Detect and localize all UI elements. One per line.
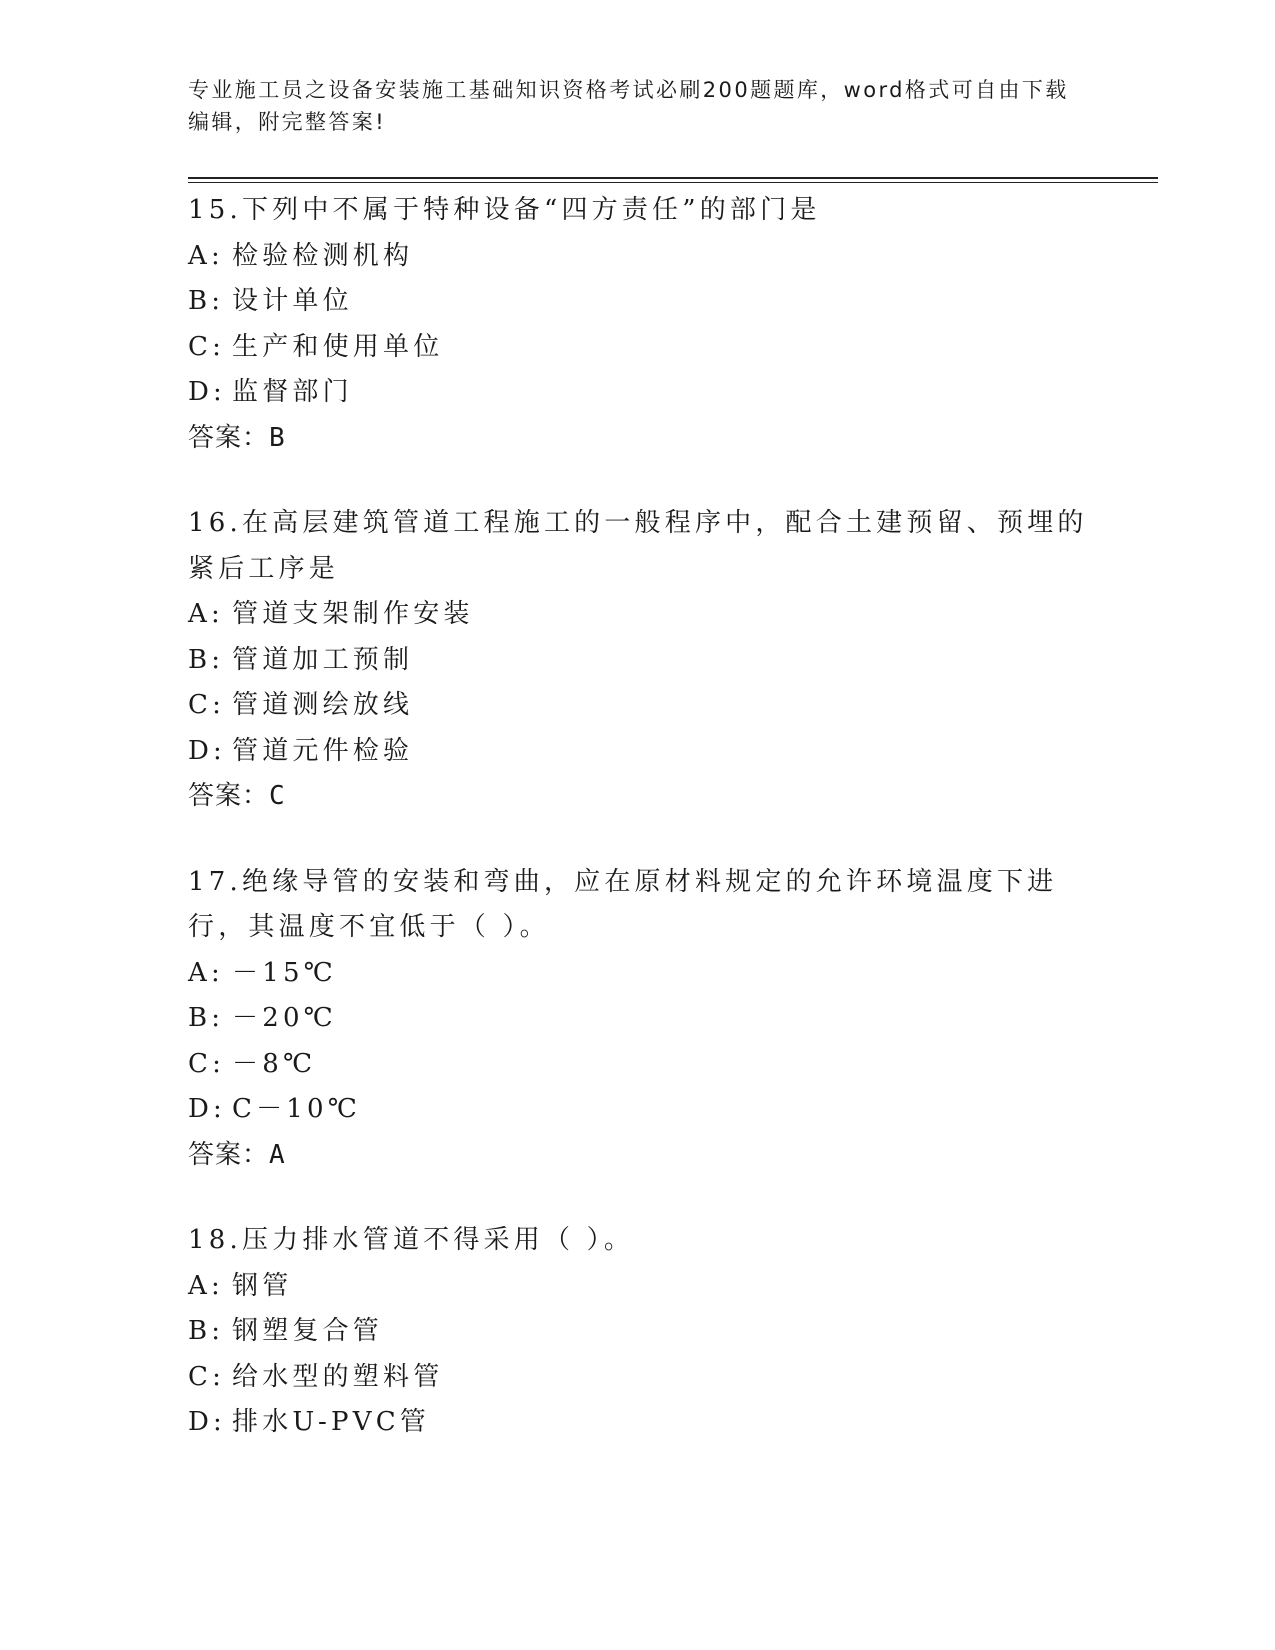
question-stem: 16.在高层建筑管道工程施工的一般程序中，配合土建预留、预埋的紧后工序是 [188,508,1088,584]
option-text: －20℃ [232,1003,337,1033]
option-key: D: [188,735,227,766]
option-key: A: [188,599,224,629]
option-b [188,279,1088,325]
header-divider-thick [188,177,1158,179]
option-text: 给水型的塑料管 [232,1361,444,1392]
option-text: 设计单位 [232,286,353,316]
option-key: C: [188,1048,226,1079]
option-key: C: [188,690,226,720]
option-text: －15℃ [232,957,337,988]
option-key: A: [188,957,224,988]
question-item [188,501,1088,820]
question-item [188,1218,1088,1446]
answer-value: A [269,1139,286,1170]
option-d [188,1400,1088,1446]
option-text: 管道加工预制 [232,644,414,675]
option-text: 管道支架制作安装 [232,599,474,629]
option-c [188,683,1088,729]
option-text: 钢塑复合管 [232,1316,384,1346]
option-key: C: [188,331,226,362]
option-key: B: [188,1316,225,1346]
question-list [188,188,1088,1486]
question-stem: 18.压力排水管道不得采用（ ）。 [188,1225,635,1255]
answer-line [188,416,1088,462]
question-stem: 17.绝缘导管的安装和弯曲，应在原材料规定的允许环境温度下进行，其温度不宜低于（ ）。 [188,866,1058,942]
option-d [188,729,1088,775]
option-c [188,325,1088,371]
option-a [188,592,1088,638]
option-b [188,996,1088,1042]
answer-label: 答案： [188,781,270,811]
answer-value: B [269,422,286,453]
question-item [188,860,1088,1179]
option-a [188,1264,1088,1310]
option-text: 排水U-PVC管 [232,1407,431,1437]
answer-line [188,1133,1088,1179]
option-key: D: [188,1407,227,1437]
option-text: 管道测绘放线 [232,690,414,720]
option-text: 检验检测机构 [232,240,414,271]
option-key: D: [188,1094,227,1124]
option-d [188,370,1088,416]
option-a [188,234,1088,280]
option-b [188,1309,1088,1355]
option-key: D: [188,377,227,407]
option-b [188,638,1088,684]
option-d [188,1087,1088,1133]
option-c [188,1355,1088,1401]
option-key: B: [188,1003,225,1033]
document-title: 专业施工员之设备安装施工基础知识资格考试必刷200题题库，word格式可自由下载编辑，附完整答案! [188,78,1069,134]
option-text: 钢管 [232,1270,293,1301]
option-key: A: [188,240,224,271]
header-divider-thin [188,182,1158,183]
question-item [188,188,1088,461]
answer-label: 答案： [188,1139,270,1170]
answer-line [188,774,1088,820]
option-text: 管道元件检验 [232,735,414,766]
option-a [188,951,1088,997]
option-key: C: [188,1361,226,1392]
option-key: B: [188,644,225,675]
answer-label: 答案： [188,422,270,453]
option-text: －8℃ [232,1048,317,1079]
option-text: 生产和使用单位 [232,331,444,362]
answer-value: C [269,781,286,811]
option-c [188,1042,1088,1088]
option-key: A: [188,1270,224,1301]
question-stem: 15.下列中不属于特种设备“四方责任”的部门是 [188,195,821,225]
option-text: C－10℃ [232,1094,362,1124]
option-key: B: [188,286,225,316]
option-text: 监督部门 [232,377,353,407]
